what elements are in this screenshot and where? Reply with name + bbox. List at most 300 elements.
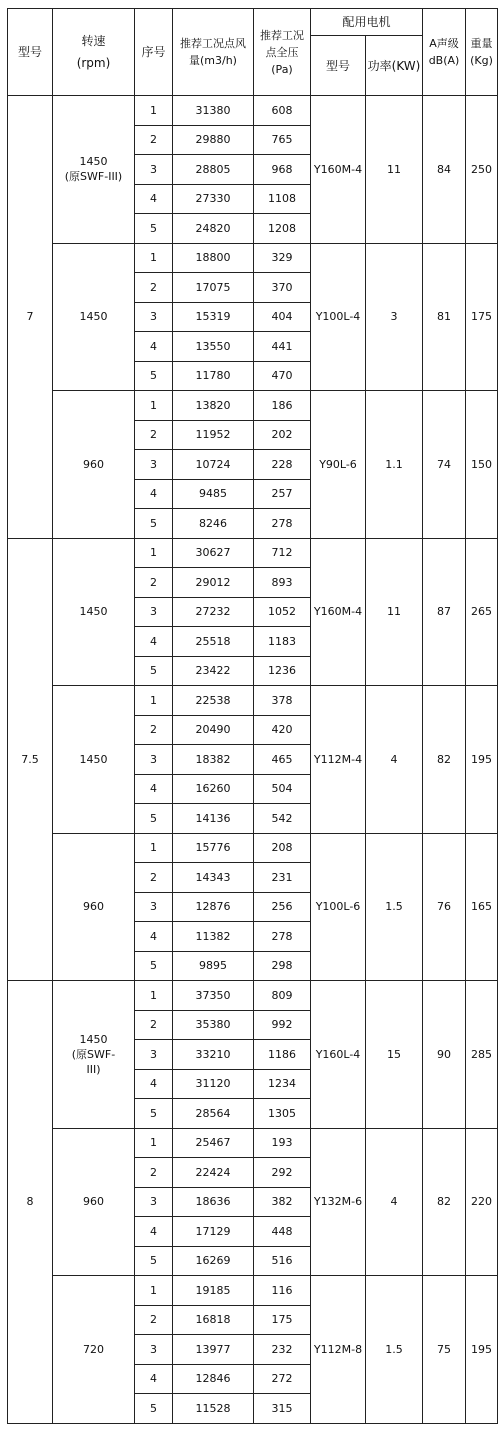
pressure-cell bbox=[254, 302, 311, 332]
seq-cell-text: 1 bbox=[150, 251, 157, 265]
header-seq bbox=[135, 9, 173, 96]
weight-cell bbox=[466, 538, 498, 686]
model-cell bbox=[8, 981, 53, 1424]
flow-cell bbox=[173, 1099, 254, 1129]
motor-power-cell-text: 11 bbox=[387, 162, 401, 176]
pressure-cell-text: 272 bbox=[271, 1372, 293, 1386]
seq-cell-text: 3 bbox=[150, 1195, 157, 1209]
noise-cell bbox=[423, 686, 466, 834]
seq-cell-text: 1 bbox=[150, 693, 157, 707]
speed-cell-text: 960 bbox=[83, 457, 104, 471]
table-row bbox=[8, 1276, 498, 1306]
motor-power-cell bbox=[366, 981, 423, 1129]
flow-cell-text: 28805 bbox=[195, 162, 231, 176]
seq-cell-text: 5 bbox=[150, 1254, 157, 1268]
speed-cell bbox=[53, 1128, 135, 1276]
flow-cell bbox=[173, 509, 254, 539]
flow-cell bbox=[173, 1069, 254, 1099]
seq-cell bbox=[135, 420, 173, 450]
flow-cell-text: 29012 bbox=[195, 575, 231, 589]
seq-cell-text: 2 bbox=[150, 1165, 157, 1179]
flow-cell bbox=[173, 863, 254, 893]
seq-cell bbox=[135, 833, 173, 863]
flow-cell-text: 13820 bbox=[195, 398, 231, 412]
pressure-cell bbox=[254, 597, 311, 627]
flow-cell bbox=[173, 1040, 254, 1070]
flow-cell-text: 22538 bbox=[195, 693, 231, 707]
seq-cell bbox=[135, 125, 173, 155]
seq-cell-text: 5 bbox=[150, 664, 157, 678]
speed-cell-text: 720 bbox=[83, 1342, 104, 1356]
flow-cell-text: 12876 bbox=[195, 900, 231, 914]
seq-cell-text: 5 bbox=[150, 369, 157, 383]
flow-cell-text: 35380 bbox=[195, 1018, 231, 1032]
flow-cell-text: 27330 bbox=[195, 192, 231, 206]
flow-cell-text: 15319 bbox=[195, 310, 231, 324]
seq-cell-text: 3 bbox=[150, 1342, 157, 1356]
seq-cell bbox=[135, 804, 173, 834]
noise-cell bbox=[423, 391, 466, 539]
pressure-cell bbox=[254, 715, 311, 745]
weight-cell bbox=[466, 243, 498, 391]
pressure-cell bbox=[254, 243, 311, 273]
header-pressure-label: 推荐工况 点全压 (Pa) bbox=[260, 28, 304, 76]
pressure-cell-text: 186 bbox=[271, 398, 293, 412]
table-row bbox=[8, 833, 498, 863]
pressure-cell bbox=[254, 450, 311, 480]
pressure-cell bbox=[254, 332, 311, 362]
seq-cell bbox=[135, 391, 173, 421]
weight-cell bbox=[466, 391, 498, 539]
pressure-cell bbox=[254, 863, 311, 893]
flow-cell bbox=[173, 1246, 254, 1276]
speed-cell bbox=[53, 833, 135, 981]
pressure-cell bbox=[254, 214, 311, 244]
pressure-cell bbox=[254, 568, 311, 598]
flow-cell bbox=[173, 1276, 254, 1306]
speed-cell bbox=[53, 686, 135, 834]
motor-model-cell-text: Y100L-4 bbox=[315, 310, 361, 324]
header-model-label: 型号 bbox=[17, 45, 42, 59]
seq-cell-text: 4 bbox=[150, 1372, 157, 1386]
seq-cell bbox=[135, 774, 173, 804]
header-motor-label: 配用电机 bbox=[342, 15, 391, 29]
seq-cell-text: 3 bbox=[150, 752, 157, 766]
table-row bbox=[8, 391, 498, 421]
flow-cell-text: 14136 bbox=[195, 811, 231, 825]
table-row bbox=[8, 538, 498, 568]
seq-cell-text: 3 bbox=[150, 900, 157, 914]
model-cell-text: 7.5 bbox=[21, 752, 39, 766]
flow-cell bbox=[173, 184, 254, 214]
pressure-cell-text: 504 bbox=[271, 782, 293, 796]
weight-cell bbox=[466, 96, 498, 244]
pressure-cell-text: 232 bbox=[271, 1342, 293, 1356]
flow-cell bbox=[173, 686, 254, 716]
seq-cell-text: 3 bbox=[150, 310, 157, 324]
flow-cell bbox=[173, 420, 254, 450]
flow-cell-text: 9895 bbox=[199, 959, 227, 973]
motor-power-cell-text: 1.5 bbox=[385, 1342, 403, 1356]
motor-power-cell-text: 11 bbox=[387, 605, 401, 619]
pressure-cell-text: 278 bbox=[271, 516, 293, 530]
seq-cell bbox=[135, 715, 173, 745]
header-pressure bbox=[254, 9, 311, 96]
table-row bbox=[8, 96, 498, 126]
pressure-cell-text: 809 bbox=[271, 988, 293, 1002]
noise-cell bbox=[423, 1128, 466, 1276]
speed-cell bbox=[53, 1276, 135, 1424]
pressure-cell bbox=[254, 184, 311, 214]
table-row bbox=[8, 686, 498, 716]
flow-cell bbox=[173, 125, 254, 155]
pressure-cell bbox=[254, 1010, 311, 1040]
motor-model-cell bbox=[311, 391, 366, 539]
noise-cell bbox=[423, 96, 466, 244]
pressure-cell bbox=[254, 1394, 311, 1424]
pressure-cell bbox=[254, 538, 311, 568]
pressure-cell bbox=[254, 1246, 311, 1276]
flow-cell bbox=[173, 96, 254, 126]
weight-cell bbox=[466, 833, 498, 981]
flow-cell bbox=[173, 745, 254, 775]
flow-cell bbox=[173, 833, 254, 863]
seq-cell bbox=[135, 863, 173, 893]
header-noise bbox=[423, 9, 466, 96]
pressure-cell bbox=[254, 273, 311, 303]
flow-cell bbox=[173, 450, 254, 480]
pressure-cell-text: 465 bbox=[271, 752, 293, 766]
noise-cell-text: 76 bbox=[437, 900, 452, 914]
header-seq-label: 序号 bbox=[141, 45, 166, 59]
pressure-cell bbox=[254, 892, 311, 922]
flow-cell-text: 18636 bbox=[195, 1195, 231, 1209]
pressure-cell bbox=[254, 981, 311, 1011]
seq-cell-text: 2 bbox=[150, 133, 157, 147]
flow-cell-text: 29880 bbox=[195, 133, 231, 147]
header-motor-power bbox=[366, 36, 423, 96]
weight-cell-text: 195 bbox=[471, 752, 493, 766]
motor-power-cell-text: 4 bbox=[390, 752, 398, 766]
motor-power-cell bbox=[366, 391, 423, 539]
pressure-cell bbox=[254, 155, 311, 185]
motor-power-cell bbox=[366, 96, 423, 244]
speed-cell-text: 960 bbox=[83, 900, 104, 914]
seq-cell bbox=[135, 1128, 173, 1158]
header-motor-model-label: 型号 bbox=[325, 58, 350, 73]
pressure-cell-text: 231 bbox=[271, 870, 293, 884]
weight-cell-text: 250 bbox=[471, 162, 493, 176]
motor-power-cell-text: 15 bbox=[387, 1047, 401, 1061]
noise-cell-text: 82 bbox=[437, 752, 452, 766]
seq-cell bbox=[135, 1394, 173, 1424]
seq-cell bbox=[135, 922, 173, 952]
table-row bbox=[8, 1128, 498, 1158]
flow-cell bbox=[173, 332, 254, 362]
pressure-cell-text: 470 bbox=[271, 369, 293, 383]
speed-cell-text: 1450 (原SWF-III) bbox=[64, 155, 123, 184]
seq-cell-text: 1 bbox=[150, 988, 157, 1002]
flow-cell bbox=[173, 1158, 254, 1188]
header-row-1 bbox=[8, 9, 498, 36]
weight-cell-text: 220 bbox=[471, 1195, 493, 1209]
weight-cell bbox=[466, 686, 498, 834]
seq-cell bbox=[135, 1217, 173, 1247]
flow-cell-text: 27232 bbox=[195, 605, 231, 619]
pressure-cell-text: 765 bbox=[271, 133, 293, 147]
pressure-cell bbox=[254, 1276, 311, 1306]
header-speed bbox=[53, 9, 135, 96]
seq-cell bbox=[135, 627, 173, 657]
flow-cell bbox=[173, 981, 254, 1011]
flow-cell-text: 25467 bbox=[195, 1136, 231, 1150]
pressure-cell-text: 441 bbox=[271, 339, 293, 353]
pressure-cell-text: 378 bbox=[271, 693, 293, 707]
flow-cell-text: 11780 bbox=[195, 369, 231, 383]
seq-cell-text: 5 bbox=[150, 1106, 157, 1120]
pressure-cell bbox=[254, 656, 311, 686]
speed-cell-text: 1450 bbox=[79, 605, 108, 619]
motor-model-cell bbox=[311, 833, 366, 981]
flow-cell-text: 13550 bbox=[195, 339, 231, 353]
weight-cell-text: 285 bbox=[471, 1047, 493, 1061]
noise-cell-text: 90 bbox=[437, 1047, 452, 1061]
flow-cell-text: 11382 bbox=[195, 929, 231, 943]
motor-power-cell bbox=[366, 1128, 423, 1276]
flow-cell-text: 20490 bbox=[195, 723, 231, 737]
seq-cell bbox=[135, 981, 173, 1011]
seq-cell bbox=[135, 597, 173, 627]
flow-cell-text: 12846 bbox=[195, 1372, 231, 1386]
flow-cell-text: 18382 bbox=[195, 752, 231, 766]
noise-cell bbox=[423, 981, 466, 1129]
motor-power-cell bbox=[366, 538, 423, 686]
flow-cell bbox=[173, 1217, 254, 1247]
speed-cell bbox=[53, 243, 135, 391]
seq-cell bbox=[135, 1335, 173, 1365]
seq-cell bbox=[135, 1364, 173, 1394]
flow-cell-text: 13977 bbox=[195, 1342, 231, 1356]
noise-cell-text: 74 bbox=[437, 457, 452, 471]
header-flow bbox=[173, 9, 254, 96]
seq-cell-text: 2 bbox=[150, 1018, 157, 1032]
seq-cell bbox=[135, 568, 173, 598]
motor-model-cell bbox=[311, 1128, 366, 1276]
seq-cell bbox=[135, 1305, 173, 1335]
pressure-cell-text: 315 bbox=[271, 1401, 293, 1415]
pressure-cell-text: 208 bbox=[271, 841, 293, 855]
pressure-cell bbox=[254, 361, 311, 391]
flow-cell bbox=[173, 892, 254, 922]
flow-cell-text: 10724 bbox=[195, 457, 231, 471]
flow-cell bbox=[173, 774, 254, 804]
pressure-cell bbox=[254, 1128, 311, 1158]
seq-cell bbox=[135, 479, 173, 509]
pressure-cell-text: 329 bbox=[271, 251, 293, 265]
header-speed-label: 转速 (rpm) bbox=[76, 34, 111, 70]
flow-cell bbox=[173, 361, 254, 391]
noise-cell bbox=[423, 243, 466, 391]
noise-cell bbox=[423, 833, 466, 981]
table-row bbox=[8, 243, 498, 273]
seq-cell-text: 5 bbox=[150, 959, 157, 973]
pressure-cell bbox=[254, 391, 311, 421]
motor-model-cell-text: Y132M-6 bbox=[313, 1195, 363, 1209]
pressure-cell-text: 712 bbox=[271, 546, 293, 560]
seq-cell bbox=[135, 155, 173, 185]
seq-cell bbox=[135, 1099, 173, 1129]
flow-cell bbox=[173, 1305, 254, 1335]
motor-model-cell bbox=[311, 538, 366, 686]
pressure-cell bbox=[254, 1335, 311, 1365]
weight-cell-text: 150 bbox=[471, 457, 493, 471]
seq-cell bbox=[135, 302, 173, 332]
motor-power-cell bbox=[366, 1276, 423, 1424]
header-motor-model bbox=[311, 36, 366, 96]
flow-cell-text: 19185 bbox=[195, 1283, 231, 1297]
flow-cell-text: 14343 bbox=[195, 870, 231, 884]
pressure-cell bbox=[254, 1364, 311, 1394]
flow-cell-text: 33210 bbox=[195, 1047, 231, 1061]
flow-cell-text: 18800 bbox=[195, 251, 231, 265]
flow-cell-text: 28564 bbox=[195, 1106, 231, 1120]
motor-power-cell bbox=[366, 686, 423, 834]
seq-cell bbox=[135, 892, 173, 922]
pressure-cell-text: 1234 bbox=[268, 1077, 296, 1091]
flow-cell bbox=[173, 1187, 254, 1217]
seq-cell bbox=[135, 96, 173, 126]
pressure-cell-text: 278 bbox=[271, 929, 293, 943]
seq-cell-text: 3 bbox=[150, 457, 157, 471]
seq-cell-text: 1 bbox=[150, 1283, 157, 1297]
noise-cell-text: 75 bbox=[437, 1342, 452, 1356]
header-weight bbox=[466, 9, 498, 96]
flow-cell-text: 31380 bbox=[195, 103, 231, 117]
pressure-cell bbox=[254, 686, 311, 716]
noise-cell-text: 81 bbox=[437, 310, 452, 324]
motor-model-cell bbox=[311, 1276, 366, 1424]
flow-cell-text: 31120 bbox=[195, 1077, 231, 1091]
seq-cell bbox=[135, 332, 173, 362]
speed-cell-text: 1450 bbox=[79, 310, 108, 324]
model-cell bbox=[8, 538, 53, 981]
pressure-cell-text: 116 bbox=[271, 1283, 293, 1297]
seq-cell bbox=[135, 745, 173, 775]
seq-cell bbox=[135, 184, 173, 214]
seq-cell-text: 2 bbox=[150, 428, 157, 442]
pressure-cell-text: 893 bbox=[271, 575, 293, 589]
seq-cell-text: 5 bbox=[150, 221, 157, 235]
model-cell-text: 7 bbox=[26, 310, 34, 324]
fan-spec-table bbox=[7, 8, 498, 1424]
seq-cell bbox=[135, 1040, 173, 1070]
flow-cell bbox=[173, 273, 254, 303]
speed-cell bbox=[53, 391, 135, 539]
seq-cell-text: 4 bbox=[150, 1077, 157, 1091]
flow-cell bbox=[173, 1010, 254, 1040]
header-model bbox=[8, 9, 53, 96]
header-flow-label: 推荐工况点风 量(m3/h) bbox=[180, 37, 246, 67]
seq-cell-text: 4 bbox=[150, 782, 157, 796]
seq-cell bbox=[135, 1276, 173, 1306]
seq-cell-text: 4 bbox=[150, 487, 157, 501]
pressure-cell bbox=[254, 745, 311, 775]
motor-power-cell-text: 1.5 bbox=[385, 900, 403, 914]
weight-cell bbox=[466, 1128, 498, 1276]
flow-cell-text: 11952 bbox=[195, 428, 231, 442]
noise-cell-text: 82 bbox=[437, 1195, 452, 1209]
seq-cell-text: 1 bbox=[150, 1136, 157, 1150]
pressure-cell bbox=[254, 1217, 311, 1247]
weight-cell bbox=[466, 981, 498, 1129]
weight-cell bbox=[466, 1276, 498, 1424]
seq-cell-text: 3 bbox=[150, 605, 157, 619]
pressure-cell-text: 1183 bbox=[268, 634, 296, 648]
speed-cell-text: 1450 (原SWF- III) bbox=[71, 1032, 116, 1076]
pressure-cell-text: 1052 bbox=[268, 605, 296, 619]
flow-cell-text: 37350 bbox=[195, 988, 231, 1002]
header-weight-label: 重量 (Kg) bbox=[470, 37, 493, 67]
flow-cell-text: 17075 bbox=[195, 280, 231, 294]
flow-cell-text: 16818 bbox=[195, 1313, 231, 1327]
pressure-cell-text: 292 bbox=[271, 1165, 293, 1179]
pressure-cell-text: 1305 bbox=[268, 1106, 296, 1120]
pressure-cell-text: 1186 bbox=[268, 1047, 296, 1061]
flow-cell bbox=[173, 1128, 254, 1158]
header-noise-label: A声级 dB(A) bbox=[428, 37, 460, 67]
motor-model-cell bbox=[311, 686, 366, 834]
pressure-cell-text: 1236 bbox=[268, 664, 296, 678]
pressure-cell-text: 228 bbox=[271, 457, 293, 471]
pressure-cell-text: 420 bbox=[271, 723, 293, 737]
pressure-cell bbox=[254, 804, 311, 834]
seq-cell bbox=[135, 1187, 173, 1217]
pressure-cell-text: 608 bbox=[271, 103, 293, 117]
seq-cell bbox=[135, 1010, 173, 1040]
pressure-cell bbox=[254, 96, 311, 126]
pressure-cell-text: 256 bbox=[271, 900, 293, 914]
pressure-cell bbox=[254, 509, 311, 539]
pressure-cell-text: 382 bbox=[271, 1195, 293, 1209]
seq-cell bbox=[135, 1069, 173, 1099]
seq-cell bbox=[135, 686, 173, 716]
flow-cell bbox=[173, 1364, 254, 1394]
speed-cell bbox=[53, 538, 135, 686]
seq-cell bbox=[135, 509, 173, 539]
pressure-cell-text: 193 bbox=[271, 1136, 293, 1150]
table-body bbox=[8, 9, 498, 1424]
flow-cell bbox=[173, 243, 254, 273]
seq-cell-text: 4 bbox=[150, 634, 157, 648]
seq-cell-text: 4 bbox=[150, 192, 157, 206]
model-cell bbox=[8, 96, 53, 539]
table-row bbox=[8, 981, 498, 1011]
seq-cell-text: 2 bbox=[150, 280, 157, 294]
flow-cell-text: 23422 bbox=[195, 664, 231, 678]
flow-cell-text: 9485 bbox=[199, 487, 227, 501]
seq-cell bbox=[135, 951, 173, 981]
flow-cell bbox=[173, 302, 254, 332]
header-motor bbox=[311, 9, 423, 36]
flow-cell bbox=[173, 391, 254, 421]
speed-cell-text: 960 bbox=[83, 1195, 104, 1209]
weight-cell-text: 165 bbox=[471, 900, 493, 914]
flow-cell bbox=[173, 804, 254, 834]
motor-power-cell bbox=[366, 243, 423, 391]
pressure-cell-text: 175 bbox=[271, 1313, 293, 1327]
pressure-cell bbox=[254, 1158, 311, 1188]
seq-cell-text: 1 bbox=[150, 546, 157, 560]
